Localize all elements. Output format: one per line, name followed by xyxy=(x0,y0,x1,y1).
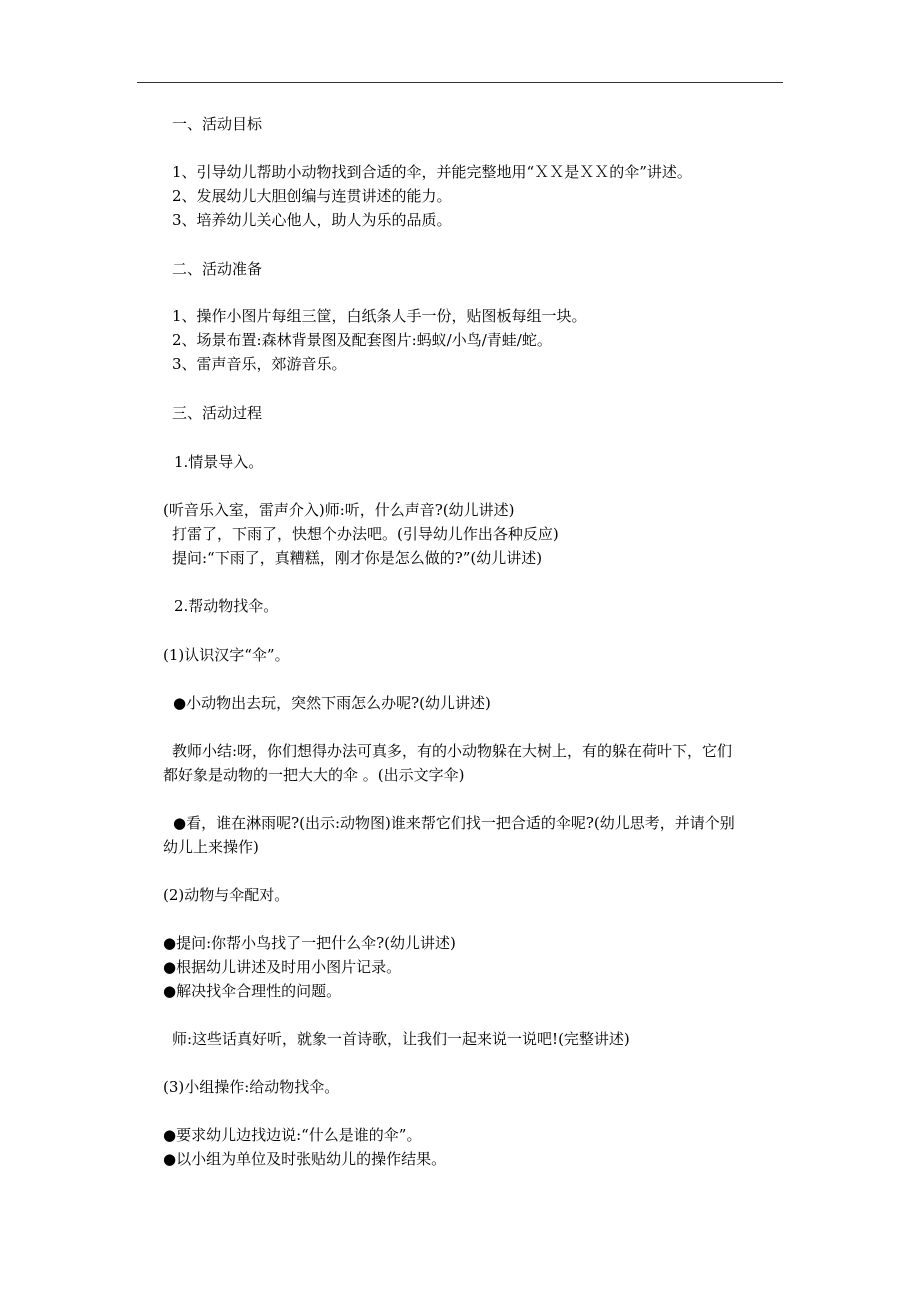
step1-line-3: 提问:“下雨了，真糟糕，刚才你是怎么做的?”(幼儿讲述) xyxy=(172,549,543,567)
section-heading-goals: 一、活动目标 xyxy=(172,115,263,133)
sub1-summary-line-2: 都好象是动物的一把大大的伞 。(出示文字伞) xyxy=(163,766,465,784)
section-heading-process: 三、活动过程 xyxy=(172,404,263,422)
goal-item-2: 2、发展幼儿大胆创编与连贯讲述的能力。 xyxy=(172,187,452,205)
sub3-bullet-1: ●要求幼儿边找边说:“什么是谁的伞”。 xyxy=(163,1126,422,1144)
sub1-title: (1)认识汉字“伞”。 xyxy=(163,646,290,664)
sub1-bullet-2-line-1: ●看，谁在淋雨呢?(出示:动物图)谁来帮它们找一把合适的伞呢?(幼儿思考，并请个别 xyxy=(173,814,735,832)
sub1-bullet-1: ●小动物出去玩，突然下雨怎么办呢?(幼儿讲述) xyxy=(173,694,491,712)
sub3-title: (3)小组操作:给动物找伞。 xyxy=(163,1078,340,1096)
goal-item-1: 1、引导幼儿帮助小动物找到合适的伞，并能完整地用“ＸＸ是ＸＸ的伞”讲述。 xyxy=(172,163,692,181)
sub2-bullet-3: ●解决找伞合理性的问题。 xyxy=(163,982,342,1000)
sub1-bullet-2-line-2: 幼儿上来操作) xyxy=(163,838,259,856)
sub2-teacher-line: 师:这些话真好听，就象一首诗歌，让我们一起来说一说吧!(完整讲述) xyxy=(172,1030,630,1048)
step1-title: 1.情景导入。 xyxy=(174,453,264,471)
sub2-bullet-1: ●提问:你帮小鸟找了一把什么伞?(幼儿讲述) xyxy=(163,934,456,952)
section-heading-preparation: 二、活动准备 xyxy=(172,260,263,278)
step1-line-1: (听音乐入室，雷声介入)师:听，什么声音?(幼儿讲述) xyxy=(163,501,515,519)
top-rule xyxy=(137,82,783,83)
goal-item-3: 3、培养幼儿关心他人，助人为乐的品质。 xyxy=(172,211,452,229)
step2-title: 2.帮动物找伞。 xyxy=(174,597,279,615)
sub2-title: (2)动物与伞配对。 xyxy=(163,886,290,904)
sub3-bullet-2: ●以小组为单位及时张贴幼儿的操作结果。 xyxy=(163,1150,447,1168)
sub1-summary-line-1: 教师小结:呀，你们想得办法可真多，有的小动物躲在大树上，有的躲在荷叶下，它们 xyxy=(172,742,733,760)
prep-item-3: 3、雷声音乐，郊游音乐。 xyxy=(172,355,347,373)
step1-line-2: 打雷了，下雨了，快想个办法吧。(引导幼儿作出各种反应) xyxy=(172,525,559,543)
prep-item-1: 1、操作小图片每组三筐，白纸条人手一份，贴图板每组一块。 xyxy=(172,307,587,325)
prep-item-2: 2、场景布置:森林背景图及配套图片:蚂蚁/小鸟/青蛙/蛇。 xyxy=(172,331,552,349)
sub2-bullet-2: ●根据幼儿讲述及时用小图片记录。 xyxy=(163,958,402,976)
